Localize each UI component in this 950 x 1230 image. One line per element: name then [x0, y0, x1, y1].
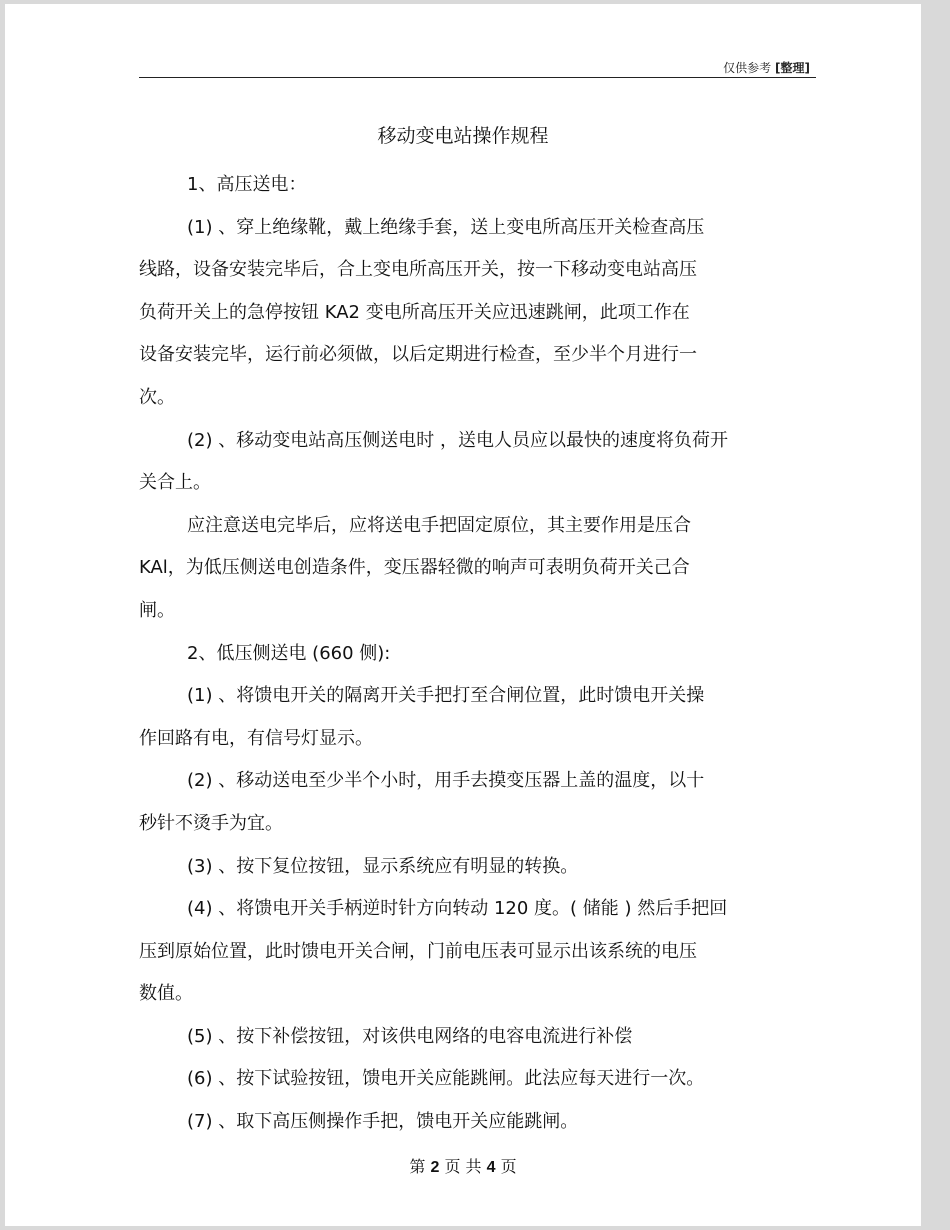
- text-line: 1、高压送电：: [187, 174, 307, 195]
- text-line: 闸。: [139, 599, 175, 621]
- document-title: 移动变电站操作规程: [377, 125, 549, 147]
- text-line: (3) 、按下复位按钮，显示系统应有明显的转换。: [187, 855, 579, 877]
- text-line: 次。: [139, 386, 175, 408]
- text-line: 秒针不烫手为宜。: [139, 812, 283, 834]
- text-line: (7) 、取下高压侧操作手把，馈电开关应能跳闸。: [187, 1111, 579, 1133]
- header-divider: [139, 77, 816, 78]
- text-line: 线路，设备安装完毕后，合上变电所高压开关，按一下移动变电站高压: [139, 259, 697, 281]
- footer-total-pages: 4: [486, 1159, 496, 1176]
- text-line: 负荷开关上的急停按钮 KA2 变电所高压开关应迅速跳闸，此项工作在: [139, 301, 690, 323]
- text-line: 压到原始位置，此时馈电开关合闸，门前电压表可显示出该系统的电压: [139, 940, 697, 962]
- document-body: [139, 164, 819, 1144]
- text-line: (6) 、按下试验按钮，馈电开关应能跳闸。此法应每天进行一次。: [187, 1068, 705, 1090]
- page-footer: [5, 1154, 921, 1177]
- text-line: (5) 、按下补偿按钮，对该供电网络的电容电流进行补偿: [187, 1025, 633, 1047]
- text-line: 关合上。: [139, 472, 211, 494]
- footer-suffix: 页: [500, 1157, 517, 1176]
- text-line: 数值。: [139, 983, 193, 1005]
- text-line: (4) 、将馈电开关手柄逆时针方向转动 120 度。( 储能 ) 然后手把回: [187, 898, 728, 920]
- text-line: (2) 、移动变电站高压侧送电时 ，送电人员应以最快的速度将负荷开: [187, 429, 728, 451]
- footer-prefix: 第: [409, 1157, 426, 1176]
- text-line: (2) 、移动送电至少半个小时，用手去摸变压器上盖的温度，以十: [187, 770, 705, 792]
- text-line: 2、低压侧送电 (660 侧):: [187, 642, 391, 664]
- footer-mid: 页 共: [444, 1157, 482, 1176]
- header-tag: [整理]: [775, 61, 810, 75]
- text-line: 应注意送电完毕后，应将送电手把固定原位，其主要作用是压合: [187, 514, 691, 536]
- text-line: 设备安装完毕，运行前必须做，以后定期进行检查，至少半个月进行一: [139, 344, 697, 366]
- header-label: 仅供参考: [723, 61, 772, 75]
- document-page: [5, 4, 921, 1226]
- text-line: KAl，为低压侧送电创造条件，变压器轻微的响声可表明负荷开关己合: [139, 557, 690, 579]
- page-header: [723, 59, 810, 76]
- text-line: (1) 、穿上绝缘靴，戴上绝缘手套，送上变电所高压开关检查高压: [187, 216, 705, 238]
- text-line: 作回路有电，有信号灯显示。: [139, 727, 373, 749]
- text-line: (1) 、将馈电开关的隔离开关手把打至合闸位置，此时馈电开关操: [187, 685, 705, 707]
- footer-page-number: 2: [430, 1159, 440, 1176]
